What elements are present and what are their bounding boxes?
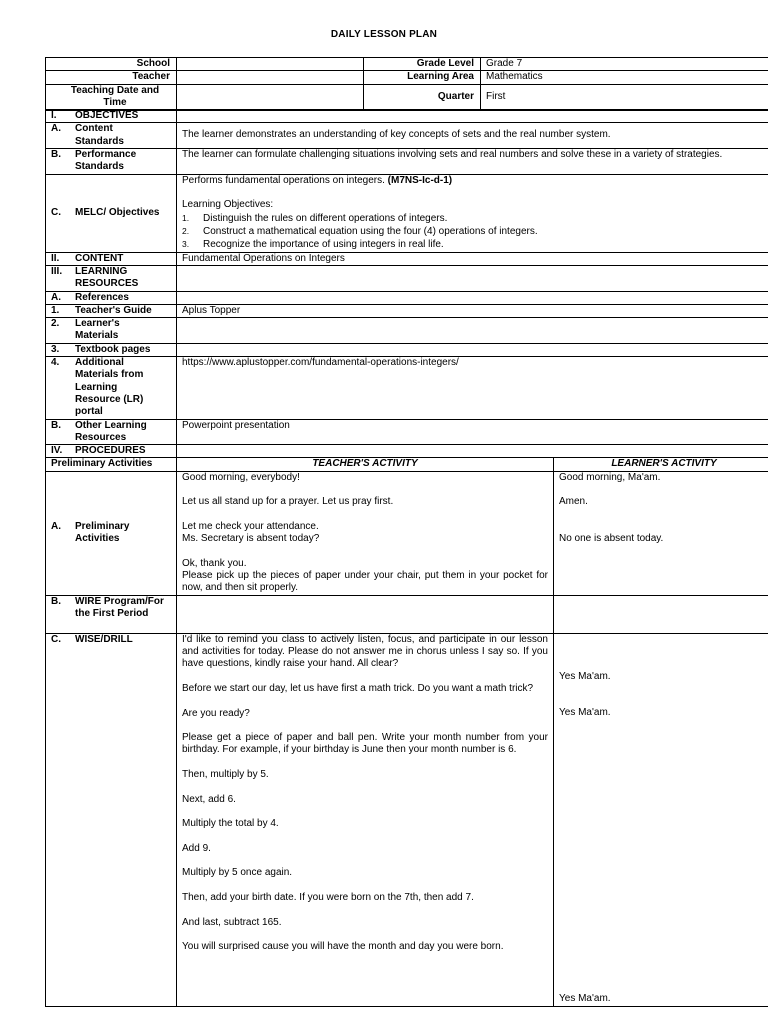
learning-objectives-list	[182, 212, 768, 252]
teaching-date-label: Teaching Date and Time	[46, 84, 177, 110]
learners-materials-label: 2. Learner's Materials	[46, 318, 177, 344]
quarter-label: Quarter	[364, 84, 481, 110]
preliminary-learner-activity	[554, 471, 768, 595]
teacher-line: And last, subtract 165.	[182, 916, 282, 928]
learners-materials-value	[177, 318, 768, 344]
wise-drill-label: C. WISE/DRILL	[46, 633, 177, 1006]
wire-teacher-activity	[177, 595, 554, 633]
preliminary-activities-label: A. Preliminary Activities	[46, 471, 177, 595]
learning-resources-label: III. LEARNING RESOURCES	[46, 265, 177, 291]
teachers-guide-text: Aplus Topper	[177, 304, 768, 317]
teacher-line: Multiply by 5 once again.	[182, 867, 293, 879]
learners-activity-header: LEARNER'S ACTIVITY	[554, 458, 768, 471]
document-title: DAILY LESSON PLAN	[330, 29, 438, 40]
teachers-guide-label: 1. Teacher's Guide	[46, 304, 177, 317]
teachers-activity-header: TEACHER'S ACTIVITY	[177, 458, 554, 471]
teacher-line: I'd like to remind you class to actively listen, focus, and participate in our lesson and activities for today. Please do not answer me in chorus unless I say so. If you have questions, kindly raise your hand. All clear?	[182, 633, 548, 670]
references-value	[177, 291, 768, 304]
performance-standards-text: The learner can formulate challenging situations involving sets and real numbers and solve these in a variety of strategies.	[177, 148, 768, 174]
content-standards-label: A. Content Standards	[46, 123, 177, 149]
header-table	[45, 57, 768, 111]
learning-area-label: Learning Area	[364, 71, 481, 84]
objectives-heading: I. OBJECTIVES	[46, 110, 177, 123]
objectives-value	[177, 110, 768, 123]
content-text: Fundamental Operations on Integers	[177, 252, 768, 265]
content-standards-text: The learner demonstrates an understanding of key concepts of sets and the real number system.	[177, 123, 768, 149]
list-item: 3. Recognize the importance of using integers in real life.	[182, 239, 444, 251]
melc-objectives-label: C. MELC/ Objectives	[46, 174, 177, 252]
melc-objectives-content	[177, 174, 768, 252]
teacher-label: Teacher	[46, 71, 177, 84]
performance-standards-label: B. Performance Standards	[46, 148, 177, 174]
teacher-line: Let us all stand up for a prayer. Let us pray first.	[182, 496, 394, 508]
grade-level-label: Grade Level	[364, 58, 481, 71]
lesson-plan-table	[45, 109, 768, 1007]
preliminary-activities-header: Preliminary Activities	[46, 458, 177, 471]
procedures-value	[177, 445, 768, 458]
procedures-label: IV. PROCEDURES	[46, 445, 177, 458]
textbook-pages-label: 3. Textbook pages	[46, 343, 177, 356]
teacher-line: Next, add 6.	[182, 793, 236, 805]
learning-resources-value	[177, 265, 768, 291]
teacher-line: Are you ready?	[182, 707, 250, 719]
content-label: II. CONTENT	[46, 252, 177, 265]
learner-line: Yes Ma'am.	[559, 706, 611, 718]
teacher-line: Then, multiply by 5.	[182, 768, 269, 780]
melc-code: (M7NS-Ic-d-1)	[387, 174, 453, 186]
teacher-line: Ms. Secretary is absent today?	[182, 533, 320, 545]
quarter-value: First	[481, 84, 768, 110]
list-item: 2. Construct a mathematical equation using the four (4) operations of integers.	[182, 226, 538, 238]
textbook-pages-value	[177, 343, 768, 356]
additional-materials-link: https://www.aplustopper.com/fundamental-operations-integers/	[177, 357, 768, 419]
references-label: A. References	[46, 291, 177, 304]
teacher-line: You will surprised cause you will have the month and day you were born.	[182, 941, 504, 953]
teacher-line: Add 9.	[182, 842, 211, 854]
wise-learner-activity	[554, 633, 768, 1006]
grade-level-value: Grade 7	[481, 58, 768, 71]
learner-line: No one is absent today.	[559, 533, 664, 545]
other-resources-text: Powerpoint presentation	[177, 419, 768, 445]
other-resources-label: B. Other Learning Resources	[46, 419, 177, 445]
teacher-line: Ok, thank you.	[182, 557, 247, 569]
learner-line: Yes Ma'am.	[559, 992, 611, 1004]
additional-materials-label: 4. Additional Materials from Learning Resource (LR) portal	[46, 357, 177, 419]
school-value	[177, 58, 364, 71]
learner-line: Yes Ma'am.	[559, 670, 611, 682]
teaching-date-value	[177, 84, 364, 110]
teacher-line: Then, add your birth date. If you were born on the 7th, then add 7.	[182, 891, 474, 903]
wire-learner-activity	[554, 595, 768, 633]
teacher-line: Let me check your attendance.	[182, 520, 319, 532]
list-item: 1. Distinguish the rules on different operations of integers.	[182, 212, 448, 224]
school-label: School	[46, 58, 177, 71]
learning-objectives-title: Learning Objectives:	[182, 199, 274, 211]
wire-program-label: B. WIRE Program/For the First Period	[46, 595, 177, 633]
teacher-line: Good morning, everybody!	[182, 471, 300, 483]
teacher-line: Please get a piece of paper and ball pen. Write your month number from your birthday. For example, if your birthday is June then your month number is 6.	[182, 732, 548, 756]
learner-line: Amen.	[559, 496, 588, 508]
teacher-line: Please pick up the pieces of paper under your chair, put them in your pocket for now, and then sit properly.	[182, 570, 548, 594]
teacher-line: Multiply the total by 4.	[182, 818, 279, 830]
preliminary-teacher-activity	[177, 471, 554, 595]
learner-line: Good morning, Ma'am.	[559, 471, 661, 483]
melc-line: Performs fundamental operations on integers.	[182, 174, 385, 186]
learning-area-value: Mathematics	[481, 71, 768, 84]
wise-teacher-activity	[177, 633, 554, 1006]
teacher-line: Before we start our day, let us have first a math trick. Do you want a math trick?	[182, 682, 534, 694]
teacher-value	[177, 71, 364, 84]
